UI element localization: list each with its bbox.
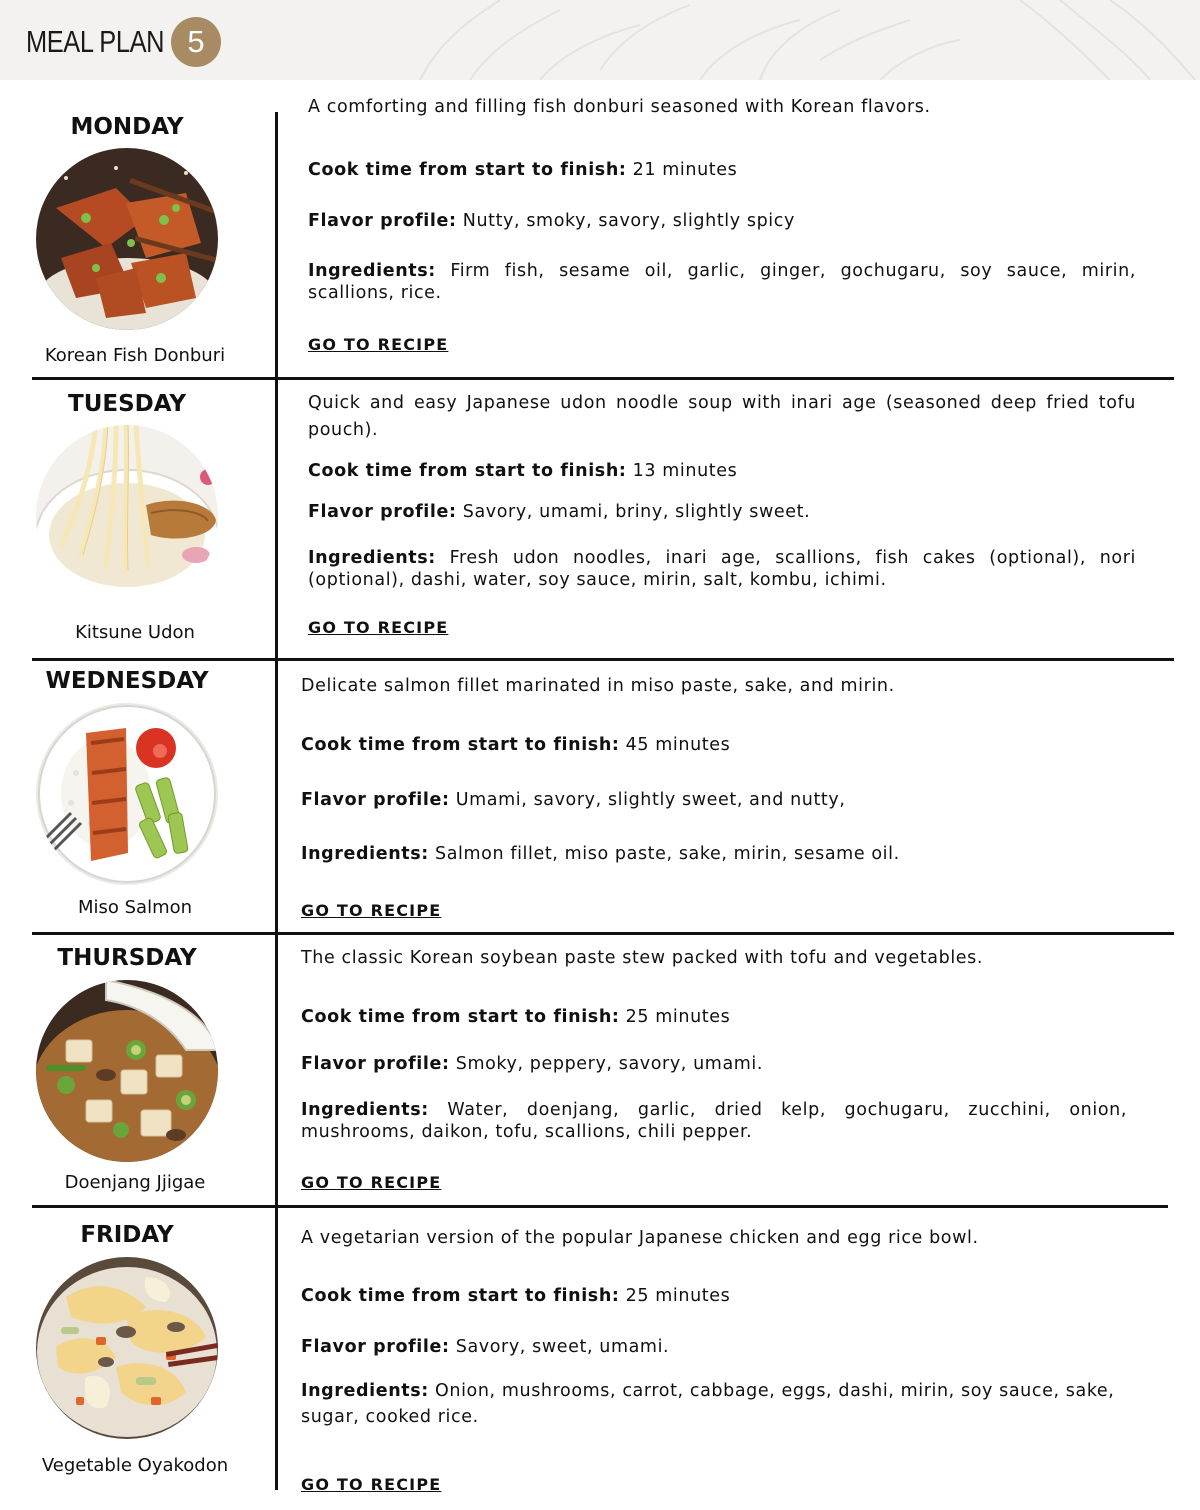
row-divider <box>32 932 1174 935</box>
column-divider <box>275 112 278 1490</box>
flavor-label: Flavor profile: <box>301 790 450 810</box>
cook-time-label: Cook time from start to finish: <box>308 461 627 481</box>
meal-description: The classic Korean soybean paste stew packed with tofu and vegetables. <box>301 948 984 968</box>
meal-photo-fish-donburi <box>36 148 218 330</box>
day-heading: TUESDAY <box>68 391 186 417</box>
flavor-row <box>301 1051 1161 1077</box>
flavor-value: Umami, savory, slightly sweet, and nutty, <box>455 790 846 810</box>
ingredients-row <box>308 547 1136 591</box>
day-heading: WEDNESDAY <box>45 668 209 694</box>
flavor-row <box>301 787 1161 813</box>
meal-name: Doenjang Jjigae <box>64 1172 206 1193</box>
row-divider <box>32 1205 1168 1208</box>
page-title: MEAL PLAN <box>26 24 165 59</box>
meal-photo-kitsune-udon <box>36 425 218 607</box>
row-divider <box>32 377 1174 380</box>
flavor-row <box>301 1334 1161 1360</box>
flavor-value: Savory, umami, briny, slightly sweet. <box>462 502 811 522</box>
meal-photo-doenjang-jjigae <box>36 980 218 1162</box>
cook-time-label: Cook time from start to finish: <box>308 160 627 180</box>
flavor-value: Smoky, peppery, savory, umami. <box>455 1054 764 1074</box>
cook-time-label: Cook time from start to finish: <box>301 1286 620 1306</box>
row-divider <box>32 658 1174 661</box>
cook-time-value: 21 minutes <box>632 160 738 180</box>
ingredients-label: Ingredients: <box>308 548 436 568</box>
plan-number-badge: 5 <box>171 17 221 67</box>
ingredients-label: Ingredients: <box>308 261 436 281</box>
meal-description: A vegetarian version of the popular Japanese chicken and egg rice bowl. <box>301 1228 979 1248</box>
go-to-recipe-link[interactable]: GO TO RECIPE <box>301 1475 442 1494</box>
ingredients-row <box>301 1099 1127 1143</box>
day-heading: MONDAY <box>70 114 184 140</box>
day-heading: FRIDAY <box>80 1222 174 1248</box>
meal-name: Miso Salmon <box>77 897 193 918</box>
flavor-label: Flavor profile: <box>301 1054 450 1074</box>
go-to-recipe-link[interactable]: GO TO RECIPE <box>308 618 449 637</box>
ingredients-label: Ingredients: <box>301 1100 429 1120</box>
go-to-recipe-link[interactable]: GO TO RECIPE <box>301 901 442 920</box>
meal-name: Vegetable Oyakodon <box>41 1455 229 1476</box>
ingredients-row <box>308 260 1136 304</box>
cook-time-row <box>301 1004 1161 1030</box>
go-to-recipe-link[interactable]: GO TO RECIPE <box>301 1173 442 1192</box>
flavor-row <box>308 499 1168 525</box>
flavor-label: Flavor profile: <box>301 1337 450 1357</box>
cook-time-label: Cook time from start to finish: <box>301 735 620 755</box>
ingredients-label: Ingredients: <box>301 844 429 864</box>
ingredients-value: Onion, mushrooms, carrot, cabbage, eggs, dashi, mirin, soy sauce, sake, sugar, cooked rice. <box>301 1381 1115 1427</box>
flavor-row <box>308 208 1168 234</box>
flavor-label: Flavor profile: <box>308 502 457 522</box>
meal-name: Korean Fish Donburi <box>44 345 226 366</box>
ingredients-label: Ingredients: <box>301 1381 429 1401</box>
meal-description: Delicate salmon fillet marinated in miso paste, sake, and mirin. <box>301 676 895 696</box>
cook-time-row <box>301 732 1161 758</box>
cook-time-value: 25 minutes <box>625 1286 731 1306</box>
cook-time-value: 13 minutes <box>632 461 738 481</box>
flavor-value: Nutty, smoky, savory, slightly spicy <box>462 211 795 231</box>
cook-time-row <box>301 1283 1161 1309</box>
meal-name: Kitsune Udon <box>75 622 195 643</box>
cook-time-value: 25 minutes <box>625 1007 731 1027</box>
meal-description: Quick and easy Japanese udon noodle soup with inari age (seasoned deep fried tofu pouch). <box>308 393 1136 440</box>
meal-description: A comforting and filling fish donburi seasoned with Korean flavors. <box>308 97 931 117</box>
cook-time-row <box>308 458 1168 484</box>
cook-time-label: Cook time from start to finish: <box>301 1007 620 1027</box>
ingredients-value: Water, doenjang, garlic, dried kelp, gochugaru, zucchini, onion, mushrooms, daikon, tofu, scallions, chili pepper. <box>301 1100 1127 1142</box>
flavor-label: Flavor profile: <box>308 211 457 231</box>
ingredients-value: Fresh udon noodles, inari age, scallions, fish cakes (optional), nori (optional), dashi, water, soy sauce, mirin, salt, kombu, ichimi. <box>308 548 1136 590</box>
day-heading: THURSDAY <box>57 945 197 971</box>
flavor-value: Savory, sweet, umami. <box>455 1337 670 1357</box>
meal-photo-miso-salmon <box>36 703 218 885</box>
meal-photo-vegetable-oyakodon <box>36 1257 218 1439</box>
ingredients-row <box>301 841 1161 867</box>
ingredients-value: Firm fish, sesame oil, garlic, ginger, gochugaru, soy sauce, mirin, scallions, rice. <box>308 261 1136 303</box>
ingredients-value: Salmon fillet, miso paste, sake, mirin, sesame oil. <box>435 844 900 864</box>
header-band <box>0 0 1200 80</box>
go-to-recipe-link[interactable]: GO TO RECIPE <box>308 335 449 354</box>
ingredients-row <box>301 1378 1131 1430</box>
cook-time-value: 45 minutes <box>625 735 731 755</box>
cook-time-row <box>308 157 1168 183</box>
